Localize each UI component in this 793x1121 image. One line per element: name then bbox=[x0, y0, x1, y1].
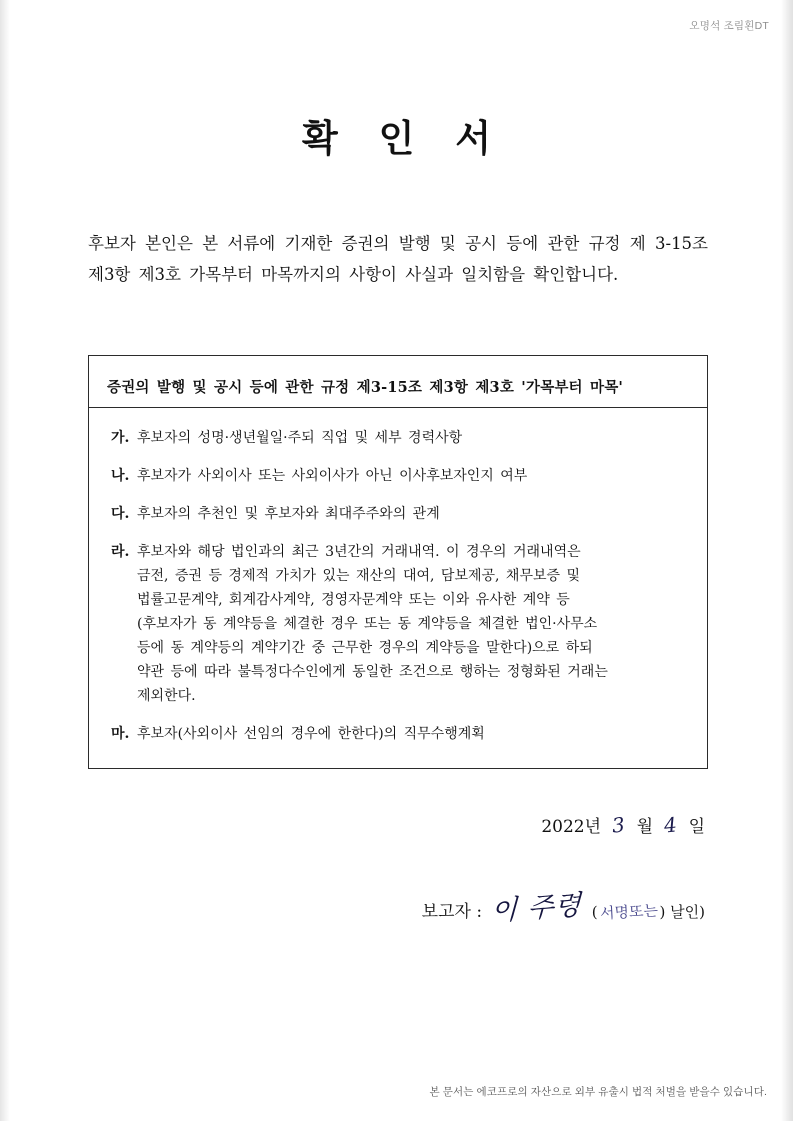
seal-stamp: 서명또는 bbox=[599, 901, 659, 923]
clause-line: 제외한다. bbox=[137, 688, 196, 704]
date-day-handwritten: 4 bbox=[663, 812, 679, 838]
clause-line: 후보자의 성명·생년월일·주되 직업 및 세부 경력사항 bbox=[137, 430, 463, 446]
clause-line: 금전, 증권 등 경제적 가치가 있는 재산의 대여, 담보제공, 채무보증 및 bbox=[137, 568, 580, 584]
clause-item bbox=[111, 426, 685, 450]
signature-handwritten: 이 주령 bbox=[490, 889, 583, 928]
clause-list bbox=[89, 408, 707, 746]
header-stamp: 오명석 조림횐DT bbox=[689, 20, 769, 32]
date-year: 2022년 bbox=[541, 817, 602, 837]
seal-open-paren: ( bbox=[591, 903, 598, 921]
clause-marker: 라. bbox=[111, 544, 130, 560]
page-title: 확 인 서 bbox=[302, 116, 505, 160]
clause-body bbox=[137, 464, 685, 488]
clause-line: 후보자가 사외이사 또는 사외이사가 아닌 이사후보자인지 여부 bbox=[137, 468, 528, 484]
signer-line bbox=[0, 886, 705, 928]
clause-line: 등에 동 계약등의 계약기간 중 근무한 경우의 계약등을 말한다)으로 하되 bbox=[137, 640, 593, 656]
footer-confidentiality-note: 본 문서는 에코프로의 자산으로 외부 유출시 법적 처벌을 받을수 있습니다. bbox=[429, 1086, 767, 1098]
clause-marker: 다. bbox=[111, 506, 130, 522]
clause-line: 법률고문계약, 회계감사계약, 경영자문계약 또는 이와 유사한 계약 등 bbox=[137, 592, 570, 608]
clause-body bbox=[137, 722, 685, 746]
date-day-label: 일 bbox=[688, 817, 705, 837]
clause-line: 후보자와 해당 법인과의 최근 3년간의 거래내역. 이 경우의 거래내역은 bbox=[137, 544, 581, 560]
clause-marker: 가. bbox=[111, 430, 130, 446]
clause-marker: 나. bbox=[111, 468, 130, 484]
date-month-handwritten: 3 bbox=[611, 812, 627, 838]
seal-close-label: ) 날인) bbox=[659, 903, 705, 921]
date-line bbox=[0, 812, 705, 837]
clause-body bbox=[137, 502, 685, 526]
clause-item bbox=[111, 502, 685, 526]
intro-paragraph: 후보자 본인은 본 서류에 기재한 증권의 발행 및 공시 등에 관한 규정 제 3-15조 제3항 제3호 가목부터 마목까지의 사항이 사실과 일치함을 확인합니다. bbox=[88, 234, 708, 284]
regulation-box bbox=[88, 355, 708, 769]
clause-line: 약관 등에 따라 불특정다수인에게 동일한 조건으로 행하는 정형화된 거래는 bbox=[137, 664, 608, 680]
clause-body bbox=[137, 540, 685, 708]
reporter-label: 보고자 : bbox=[421, 902, 483, 922]
clause-item bbox=[111, 540, 685, 708]
clause-line: 후보자(사외이사 선임의 경우에 한한다)의 직무수행계획 bbox=[137, 726, 485, 742]
clause-marker: 마. bbox=[111, 726, 130, 742]
clause-item bbox=[111, 464, 685, 488]
date-month-label: 월 bbox=[636, 817, 654, 837]
clause-item bbox=[111, 722, 685, 746]
clause-body bbox=[137, 426, 685, 450]
clause-line: (후보자가 동 계약등을 체결한 경우 또는 동 계약등을 체결한 법인·사무소 bbox=[137, 616, 598, 632]
regulation-box-title: 증권의 발행 및 공시 등에 관한 규정 제3-15조 제3항 제3호 '가목부터 마목' bbox=[107, 379, 624, 396]
clause-line: 후보자의 추천인 및 후보자와 최대주주와의 관계 bbox=[137, 506, 440, 522]
